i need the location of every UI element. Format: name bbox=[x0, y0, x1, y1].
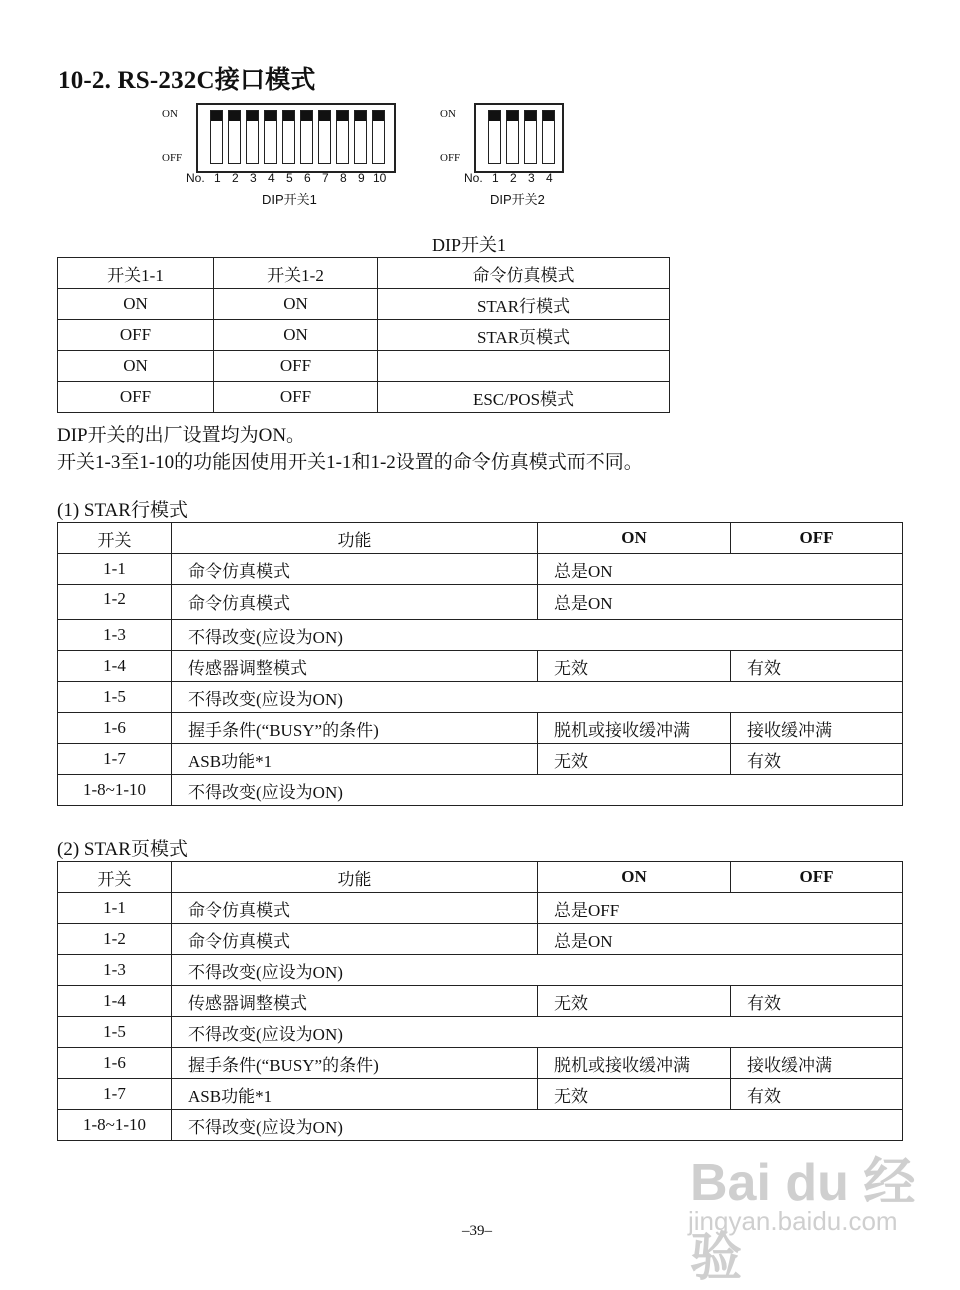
header-cell: 功能 bbox=[172, 523, 538, 554]
table-row bbox=[58, 744, 903, 775]
dip2-number: 4 bbox=[546, 171, 553, 185]
note-line: 开关1-3至1-10的功能因使用开关1-1和1-2设置的命令仿真模式而不同。 bbox=[57, 452, 643, 473]
header-cell: 开关 bbox=[58, 862, 172, 893]
header-cell: 开关1-2 bbox=[214, 258, 378, 289]
function-cell: 传感器调整模式 bbox=[172, 986, 538, 1017]
dip2-body bbox=[474, 103, 564, 173]
on-cell: 脱机或接收缓冲满 bbox=[538, 713, 731, 744]
switch-cell: 1-3 bbox=[58, 955, 172, 986]
dip2-number: 3 bbox=[528, 171, 535, 185]
dip1-switch bbox=[210, 110, 223, 164]
function-cell: 命令仿真模式 bbox=[172, 893, 538, 924]
dip2-no-label: No. bbox=[464, 171, 483, 185]
switch-cell: 1-5 bbox=[58, 1017, 172, 1048]
table-row bbox=[58, 585, 903, 620]
dip1-no-label: No. bbox=[186, 171, 205, 185]
table-cell: ON bbox=[58, 351, 214, 382]
off-cell: 有效 bbox=[731, 1079, 903, 1110]
dip-table-caption: DIP开关1 bbox=[432, 235, 507, 255]
table-cell: STAR行模式 bbox=[378, 289, 670, 320]
switch-cell: 1-2 bbox=[58, 585, 172, 620]
dip1-off-label: OFF bbox=[162, 152, 183, 164]
on-cell: 脱机或接收缓冲满 bbox=[538, 1048, 731, 1079]
dip1-number: 7 bbox=[322, 171, 329, 185]
dip1-number: 5 bbox=[286, 171, 293, 185]
switch-cell: 1-3 bbox=[58, 620, 172, 651]
dip1-number: 4 bbox=[268, 171, 275, 185]
on-cell: 总是ON bbox=[538, 585, 903, 620]
section-title: (1) STAR行模式 bbox=[57, 500, 188, 521]
switch-cell: 1-8~1-10 bbox=[58, 1110, 172, 1141]
dip1-switch bbox=[336, 110, 349, 164]
function-cell: 握手条件(“BUSY”的条件) bbox=[172, 713, 538, 744]
dip1-number: 3 bbox=[250, 171, 257, 185]
baidu-watermark-url: jingyan.baidu.com bbox=[688, 1206, 898, 1236]
off-cell: 接收缓冲满 bbox=[731, 713, 903, 744]
dip1-switch bbox=[282, 110, 295, 164]
table-row bbox=[58, 924, 903, 955]
dip1-switch bbox=[318, 110, 331, 164]
function-cell: 命令仿真模式 bbox=[172, 554, 538, 585]
table-row bbox=[58, 289, 670, 320]
table-row bbox=[58, 620, 903, 651]
dip2-switch bbox=[506, 110, 519, 164]
dip1-number: 2 bbox=[232, 171, 239, 185]
header-cell: OFF bbox=[731, 523, 903, 554]
switch-cell: 1-1 bbox=[58, 893, 172, 924]
function-cell: 命令仿真模式 bbox=[172, 585, 538, 620]
switch-cell: 1-8~1-10 bbox=[58, 775, 172, 806]
function-cell: 不得改变(应设为ON) bbox=[172, 775, 903, 806]
header-cell: 开关1-1 bbox=[58, 258, 214, 289]
off-cell: 接收缓冲满 bbox=[731, 1048, 903, 1079]
table-row bbox=[58, 351, 670, 382]
switch-cell: 1-6 bbox=[58, 1048, 172, 1079]
dip2-off-label: OFF bbox=[440, 152, 461, 164]
table-header-row bbox=[58, 258, 670, 289]
note-line: DIP开关的出厂设置均为ON。 bbox=[57, 425, 306, 446]
header-cell: 命令仿真模式 bbox=[378, 258, 670, 289]
on-cell: 总是ON bbox=[538, 554, 903, 585]
table-header-row bbox=[58, 862, 903, 893]
baidu-watermark-logo: Bai du 经验 bbox=[690, 1154, 916, 1287]
dip2-caption: DIP开关2 bbox=[490, 192, 545, 207]
function-cell: 不得改变(应设为ON) bbox=[172, 620, 903, 651]
function-cell: 传感器调整模式 bbox=[172, 651, 538, 682]
dip1-on-label: ON bbox=[162, 108, 178, 120]
table-cell: OFF bbox=[214, 382, 378, 413]
star-line-mode-table bbox=[57, 522, 903, 806]
on-cell: 无效 bbox=[538, 744, 731, 775]
dip1-switch bbox=[228, 110, 241, 164]
on-cell: 无效 bbox=[538, 1079, 731, 1110]
dip1-switch bbox=[354, 110, 367, 164]
dip1-switch bbox=[372, 110, 385, 164]
section-title: (2) STAR页模式 bbox=[57, 839, 188, 860]
function-cell: ASB功能*1 bbox=[172, 1079, 538, 1110]
function-cell: 不得改变(应设为ON) bbox=[172, 1017, 903, 1048]
dip1-number: 1 bbox=[214, 171, 221, 185]
table-row bbox=[58, 1110, 903, 1141]
table-row bbox=[58, 382, 670, 413]
table-row bbox=[58, 713, 903, 744]
page-title: 10-2. RS-232C接口模式 bbox=[58, 67, 316, 94]
switch-cell: 1-4 bbox=[58, 651, 172, 682]
table-row bbox=[58, 320, 670, 351]
table-cell: OFF bbox=[214, 351, 378, 382]
dip1-switch bbox=[264, 110, 277, 164]
switch-cell: 1-2 bbox=[58, 924, 172, 955]
dip1-number: 9 bbox=[358, 171, 365, 185]
table-cell: ESC/POS模式 bbox=[378, 382, 670, 413]
table-cell: ON bbox=[214, 320, 378, 351]
dip2-switch bbox=[488, 110, 501, 164]
table-row bbox=[58, 986, 903, 1017]
function-cell: 命令仿真模式 bbox=[172, 924, 538, 955]
function-cell: 不得改变(应设为ON) bbox=[172, 682, 903, 713]
table-cell bbox=[378, 351, 670, 382]
dip2-on-label: ON bbox=[440, 108, 456, 120]
table-row bbox=[58, 893, 903, 924]
dip2-number: 2 bbox=[510, 171, 517, 185]
table-row bbox=[58, 1048, 903, 1079]
dip1-switch bbox=[300, 110, 313, 164]
switch-cell: 1-4 bbox=[58, 986, 172, 1017]
table-row bbox=[58, 1017, 903, 1048]
table-header-row bbox=[58, 523, 903, 554]
on-cell: 总是OFF bbox=[538, 893, 903, 924]
dip2-switch bbox=[542, 110, 555, 164]
on-cell: 无效 bbox=[538, 651, 731, 682]
dip1-body bbox=[196, 103, 396, 173]
on-cell: 总是ON bbox=[538, 924, 903, 955]
switch-cell: 1-1 bbox=[58, 554, 172, 585]
header-cell: OFF bbox=[731, 862, 903, 893]
table-cell: ON bbox=[58, 289, 214, 320]
table-row bbox=[58, 775, 903, 806]
dip1-number: 6 bbox=[304, 171, 311, 185]
off-cell: 有效 bbox=[731, 986, 903, 1017]
header-cell: ON bbox=[538, 862, 731, 893]
header-cell: ON bbox=[538, 523, 731, 554]
table-cell: OFF bbox=[58, 320, 214, 351]
function-cell: 握手条件(“BUSY”的条件) bbox=[172, 1048, 538, 1079]
table-row bbox=[58, 651, 903, 682]
page-number: –39– bbox=[462, 1223, 492, 1239]
dip-mode-table bbox=[57, 257, 670, 413]
dip2-number: 1 bbox=[492, 171, 499, 185]
function-cell: 不得改变(应设为ON) bbox=[172, 1110, 903, 1141]
dip1-number: 10 bbox=[373, 171, 387, 185]
table-row bbox=[58, 1079, 903, 1110]
table-cell: STAR页模式 bbox=[378, 320, 670, 351]
off-cell: 有效 bbox=[731, 744, 903, 775]
switch-cell: 1-7 bbox=[58, 744, 172, 775]
table-row bbox=[58, 955, 903, 986]
dip1-caption: DIP开关1 bbox=[262, 192, 317, 207]
switch-cell: 1-5 bbox=[58, 682, 172, 713]
table-cell: OFF bbox=[58, 382, 214, 413]
table-cell: ON bbox=[214, 289, 378, 320]
star-page-mode-table bbox=[57, 861, 903, 1141]
function-cell: ASB功能*1 bbox=[172, 744, 538, 775]
switch-cell: 1-6 bbox=[58, 713, 172, 744]
header-cell: 功能 bbox=[172, 862, 538, 893]
off-cell: 有效 bbox=[731, 651, 903, 682]
dip2-switch bbox=[524, 110, 537, 164]
dip1-switch bbox=[246, 110, 259, 164]
table-row bbox=[58, 682, 903, 713]
header-cell: 开关 bbox=[58, 523, 172, 554]
function-cell: 不得改变(应设为ON) bbox=[172, 955, 903, 986]
on-cell: 无效 bbox=[538, 986, 731, 1017]
switch-cell: 1-7 bbox=[58, 1079, 172, 1110]
table-row bbox=[58, 554, 903, 585]
dip1-number: 8 bbox=[340, 171, 347, 185]
